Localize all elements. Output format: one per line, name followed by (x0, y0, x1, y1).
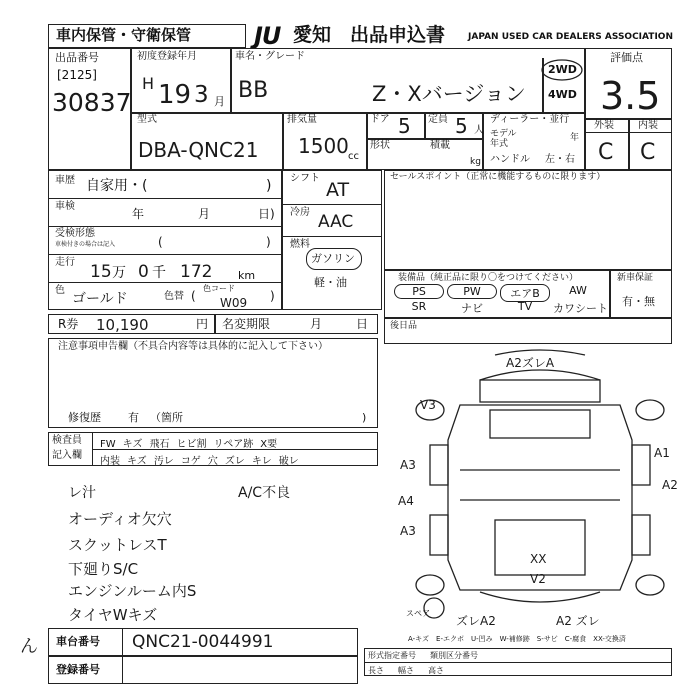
color-value: ゴールド (72, 291, 128, 307)
interior-mark-1: キズ (127, 456, 147, 467)
exterior-grade: C (598, 140, 614, 165)
car-diagram (400, 350, 680, 640)
color-close: ) (270, 289, 275, 303)
exterior-label: 外装 (594, 120, 614, 131)
equipment-item-0-2: エアB (500, 284, 550, 302)
shape-label: 形状 (370, 140, 390, 151)
fuel-value: ガソリン (311, 252, 355, 265)
inspector-mark-5: X要 (260, 439, 278, 450)
registration-label: 初度登録年月 (137, 51, 197, 62)
meigi-label: 名変期限 (222, 317, 271, 331)
registration-era: H (142, 74, 155, 93)
note-2: A/C不良 (238, 485, 291, 501)
header-place: 愛知 (293, 24, 332, 46)
shift-label: シフト (290, 173, 320, 184)
color-code-label: 色コード (203, 284, 235, 293)
interior-mark-2: 汚レ (153, 456, 174, 467)
interior-mark-0: 内装 (100, 456, 120, 467)
year-label: 年式 (490, 139, 509, 149)
spec-cell-2-2: 幅さ (398, 666, 414, 675)
drive-circle (540, 58, 584, 82)
spec-cell-2-0: 長さ (368, 666, 384, 675)
newcar-label: 新車保証 (617, 273, 654, 283)
damage-right-a1: A1 (654, 446, 670, 460)
repair-value: 有 (128, 411, 139, 424)
recycle-value: 10,190 (96, 316, 149, 334)
meigi-month: 月 (310, 317, 323, 331)
repair-label: 修復歴 (68, 411, 101, 424)
damage-left-a4: A4 (398, 494, 414, 508)
equipment-item-1-0: SR (411, 300, 427, 313)
interior-mark-3: コゲ (180, 456, 201, 467)
equipment-item-0-3: AW (569, 284, 587, 297)
plate-label: 登録番号 (56, 663, 100, 676)
damage-center-xx: XX (530, 552, 547, 566)
margin-mark: ん (20, 636, 38, 657)
score-label: 評価点 (610, 51, 643, 64)
equipment-title: 装備品（純正品に限り〇をつけてください） (398, 273, 579, 283)
inspector-row-2 (100, 452, 306, 467)
inspector-mark-3: ヒビ割 (176, 439, 207, 450)
drive-2wd: 2WD (548, 63, 577, 76)
damage-right-a2: A2 (662, 478, 678, 492)
mileage-10k: 15 (90, 262, 112, 282)
damage-left-a3b: A3 (400, 524, 416, 538)
inspection-label: 車検 (55, 201, 75, 212)
sales-points-title: セールスポイント（正常に機能するものに限ります） (390, 172, 606, 182)
sales-points-box (384, 170, 672, 270)
displacement-label: 排気量 (287, 114, 317, 125)
recycle-unit: 円 (196, 317, 209, 331)
type-label: 型式 (137, 114, 157, 125)
lot-number: 30837 (52, 88, 132, 117)
fuel-label: 燃料 (290, 239, 310, 250)
spec-cell-1-2: 類別区分番号 (430, 651, 478, 660)
equipment-item-1-1: ナビ (461, 302, 483, 315)
lot-label: 出品番号 (55, 51, 99, 64)
damage-left-a3: A3 (400, 458, 416, 472)
inspection-close: ) (270, 207, 275, 221)
repair-close: ) (362, 411, 367, 424)
seats-value: 5 (455, 114, 468, 138)
color-open: ( (191, 289, 196, 303)
usage-value: 自家用・( (86, 178, 148, 194)
inspection-month: 月 (198, 207, 211, 221)
inspector-mark-4: リペア跡 (213, 439, 254, 450)
mileage-1k-unit: 千 (152, 265, 166, 281)
interior-mark-7: 破レ (278, 456, 299, 467)
mileage-label: 走行 (55, 257, 75, 268)
inspector-row-1 (100, 435, 284, 450)
inspector-label: 検査員 (52, 435, 82, 446)
receipt-close: ) (266, 235, 271, 249)
inspector-mark-1: キズ (122, 439, 143, 450)
note-6: エンジンルーム内S (68, 582, 197, 600)
repair-place-label: （箇所 (150, 411, 183, 424)
interior-label: 内装 (638, 120, 658, 131)
spec-row-2 (368, 665, 458, 676)
handle-label: ハンドル (490, 154, 530, 165)
inspection-year: 年 (132, 207, 145, 221)
shift-value: AT (326, 179, 350, 201)
spec-cell-2-4: 高さ (428, 666, 444, 675)
seats-unit: 人 (474, 125, 484, 136)
association-name: JAPAN USED CAR DEALERS ASSOCIATION (468, 32, 673, 42)
registration-month: 3 (194, 82, 209, 108)
damage-legend: A-キズ E-エクボ U-凹み W-補修跡 S-サビ C-腐食 XX-交換済 (408, 635, 626, 643)
color-label: 色 (55, 285, 65, 296)
damage-left-v3: V3 (420, 398, 436, 412)
model-year-unit: 年 (570, 133, 580, 143)
mileage-rest: 172 (180, 262, 213, 282)
storage-notice: 車内保管・守衛保管 (56, 26, 192, 44)
type-value: DBA-QNC21 (138, 138, 259, 162)
chassis-value: QNC21-0044991 (132, 632, 274, 652)
meigi-day: 日 (356, 317, 369, 331)
note-7: タイヤWキズ (68, 606, 158, 624)
ju-logo: JU (254, 22, 281, 50)
doors-value: 5 (398, 114, 411, 138)
inspection-day: 日 (258, 207, 271, 221)
note-3: オーディオ欠穴 (68, 510, 172, 528)
inspector-mark-2: 飛石 (149, 439, 170, 450)
ac-label: 冷房 (290, 207, 310, 218)
displacement-value: 1500 (298, 134, 349, 158)
score-value: 3.5 (600, 74, 661, 118)
receipt-note: 車検付きの場合は記入 (55, 241, 116, 248)
displacement-unit: cc (348, 151, 359, 162)
chassis-label: 車台番号 (56, 635, 100, 648)
interior-grade: C (640, 140, 656, 165)
fuel-alt: 軽・油 (314, 276, 347, 289)
receipt-open: ( (158, 235, 163, 249)
interior-mark-4: 穴 (207, 456, 218, 467)
model-name: BB (238, 78, 269, 103)
interior-mark-6: キレ (251, 456, 272, 467)
note-4: スクットレスT (68, 536, 167, 554)
doors-label: ドア (370, 114, 390, 125)
receipt-label: 受検形態 (55, 228, 95, 239)
registration-year: 19 (158, 80, 192, 110)
dealer-label: ディーラー・並行 (490, 114, 570, 125)
load-unit: kg (470, 157, 481, 167)
inspector-mark-0: FW (100, 439, 116, 450)
equipment-item-0-0: PS (394, 284, 444, 299)
handle-options: 左・右 (545, 154, 575, 165)
spare-label: スペア (406, 609, 430, 618)
caution-title: 注意事項申告欄（不具合内容等は具体的に記入して下さい） (58, 341, 328, 352)
note-5: 下廻りS/C (68, 560, 139, 578)
equipment-item-1-2: TV (517, 300, 533, 313)
model-label: 車名・グレード (235, 51, 305, 62)
equipment-item-1-3: カワシート (553, 302, 608, 315)
note-1: レ汁 (68, 485, 96, 501)
inspector-label-2: 記入欄 (52, 450, 82, 461)
usage-label: 車歴 (55, 175, 75, 186)
load-label: 積載 (430, 140, 450, 151)
model-year-label: モデル (490, 129, 517, 139)
damage-center-v2: V2 (530, 572, 546, 586)
equipment-item-0-1: PW (447, 284, 497, 299)
equipment-grid (394, 284, 606, 316)
mileage-1k: 0 (138, 262, 149, 282)
after-label: 後日品 (390, 321, 418, 331)
color-change-label: 色替 (164, 291, 184, 302)
after-box (384, 318, 672, 344)
damage-front: A2ズレA (506, 356, 555, 370)
lot-sub: [2125] (57, 68, 97, 82)
damage-bottom-left: ズレA2 (456, 614, 496, 628)
recycle-label: R券 (58, 317, 79, 331)
usage-close: ) (266, 178, 272, 194)
spec-cell-1-0: 形式指定番号 (368, 651, 416, 660)
registration-month-unit: 月 (214, 95, 225, 108)
model-grade: Z・Xバージョン (372, 82, 526, 106)
header-title: 出品申込書 (350, 24, 446, 46)
damage-bottom-right: A2 ズレ (556, 614, 600, 628)
seats-label: 定員 (428, 114, 448, 125)
color-code-value: W09 (220, 296, 248, 310)
mileage-10k-unit: 万 (112, 265, 126, 281)
ac-value: AAC (318, 212, 354, 232)
drive-4wd: 4WD (548, 88, 577, 101)
mileage-unit: km (238, 269, 256, 282)
spec-row-1 (368, 650, 492, 661)
newcar-value: 有・無 (622, 295, 655, 308)
interior-mark-5: ズレ (224, 456, 245, 467)
